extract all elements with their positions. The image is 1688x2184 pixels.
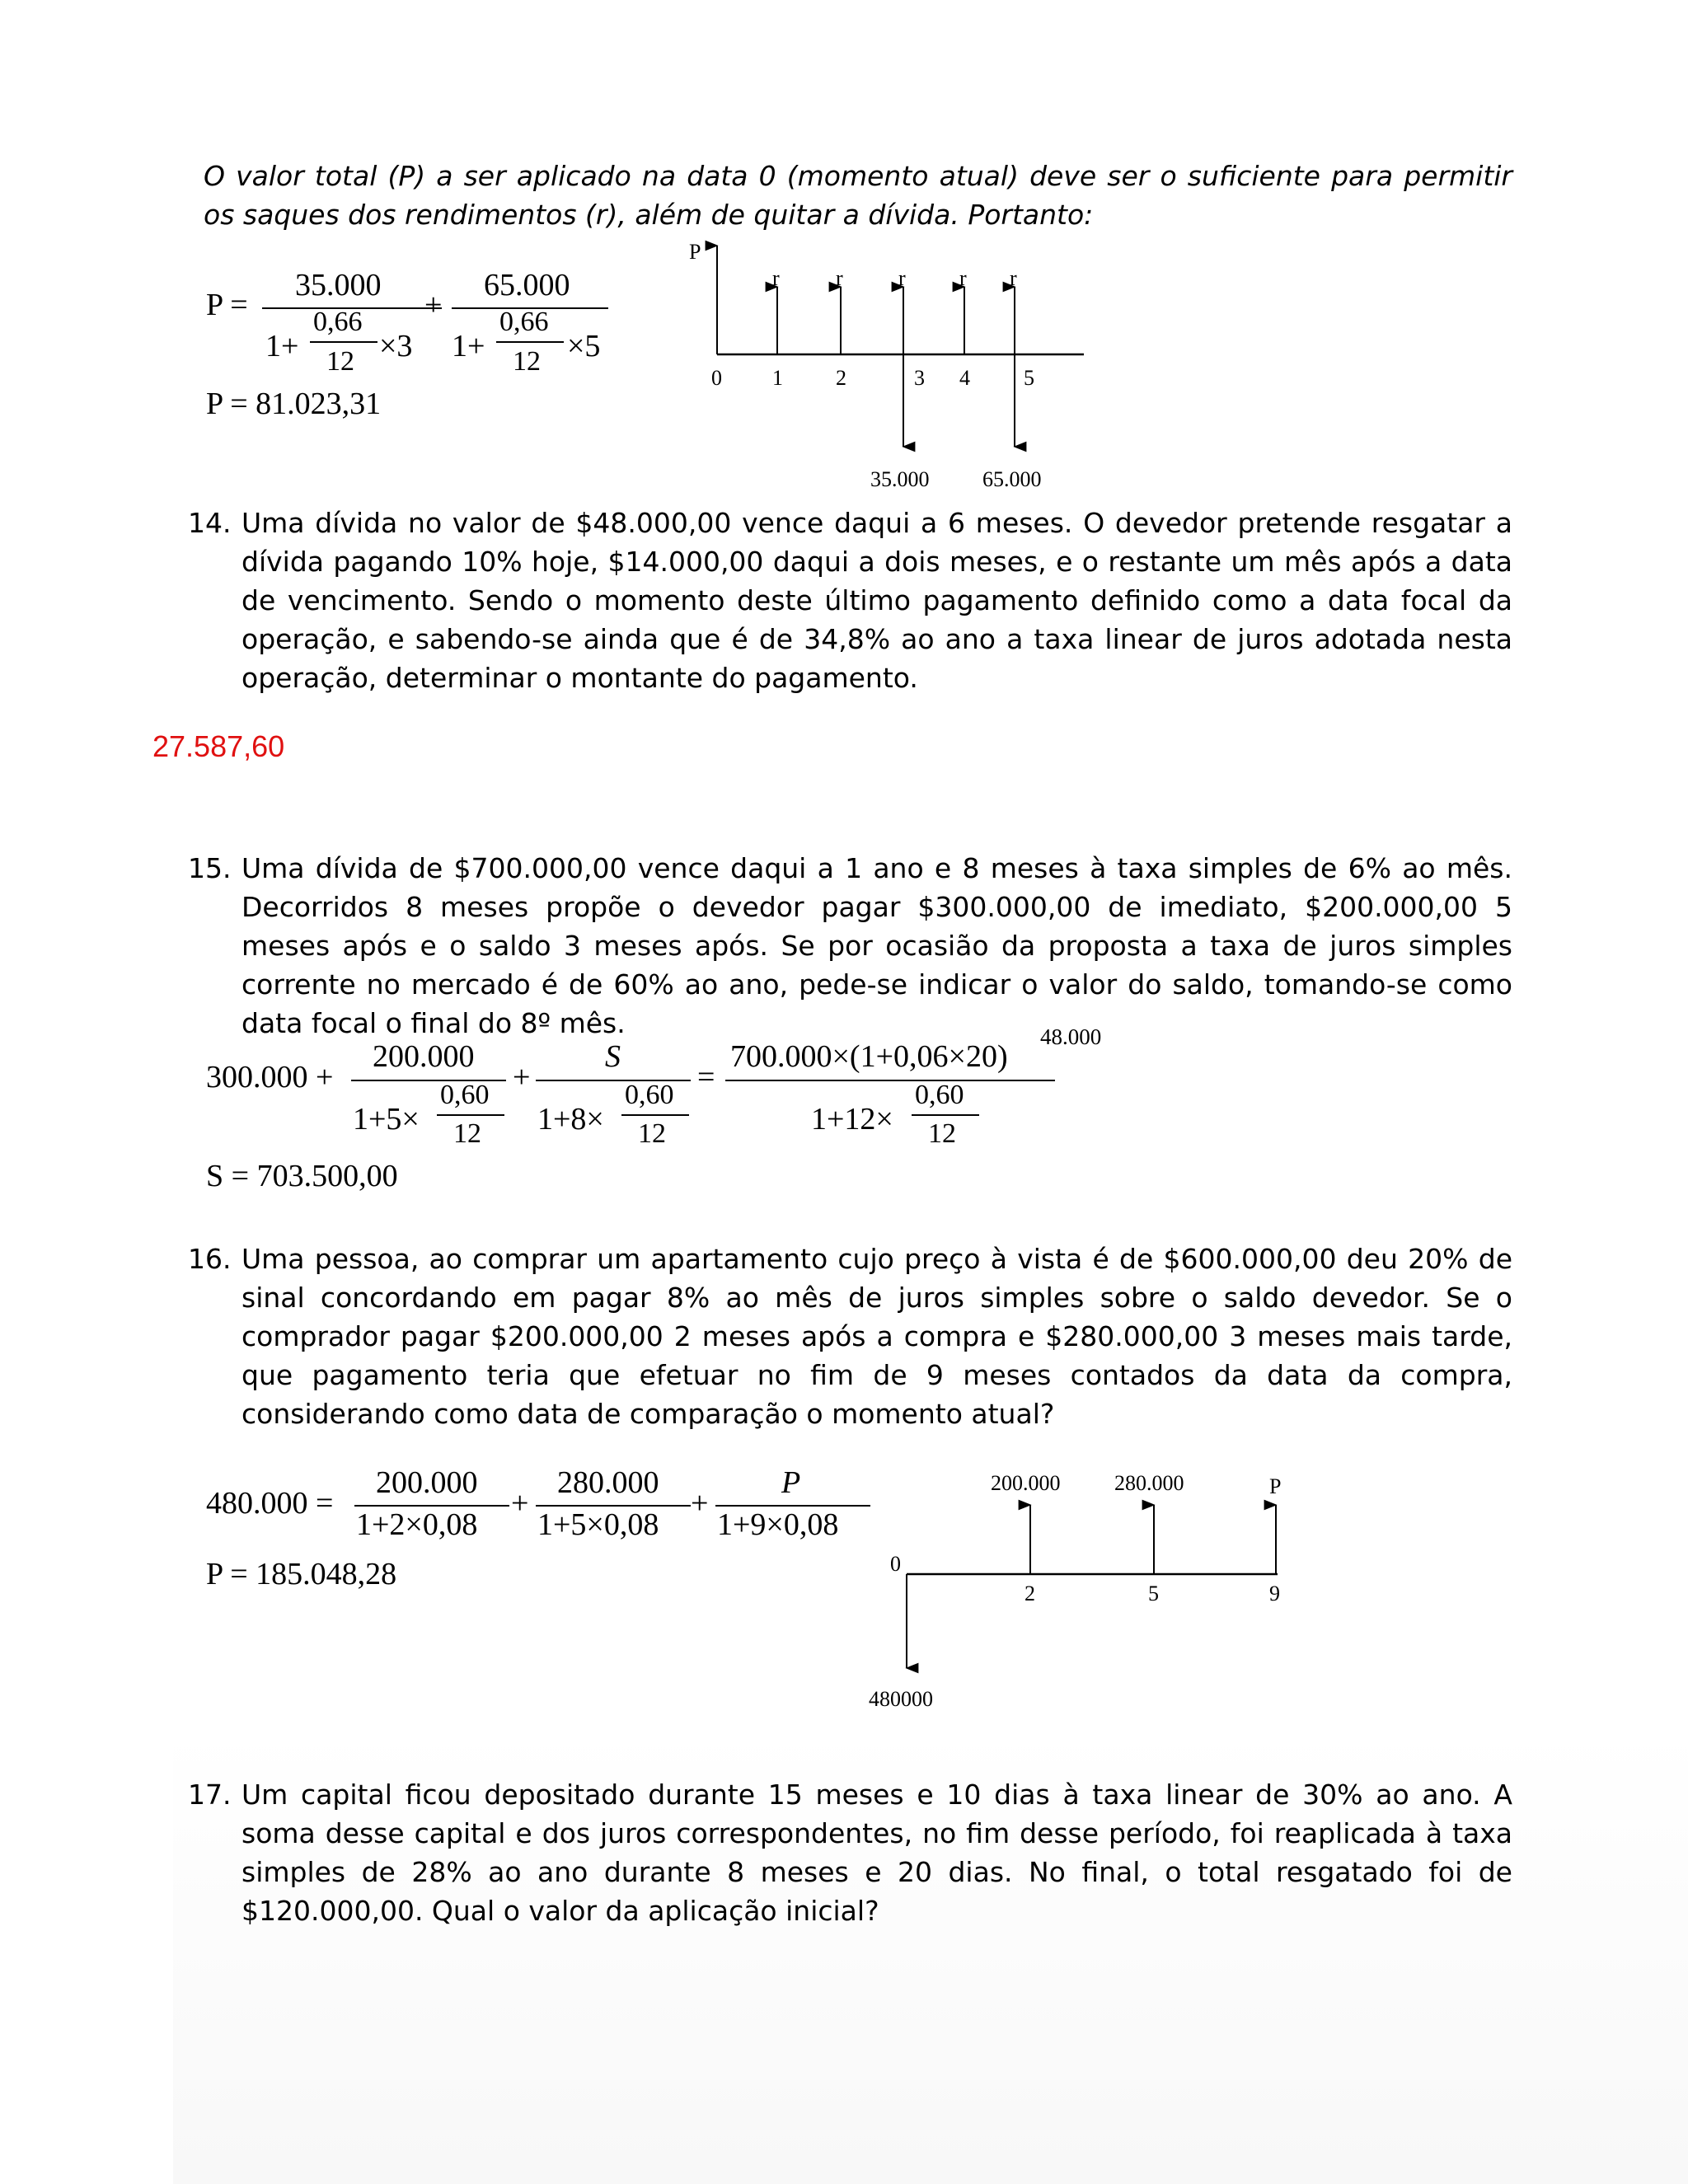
q15-eq-den1a: 1+5×: [353, 1102, 420, 1137]
q16-eq-den2: 1+5×0,08: [537, 1507, 659, 1542]
q16-eq-num1: 200.000: [376, 1465, 478, 1500]
q15-eq-lhs: 300.000 +: [206, 1060, 334, 1094]
intro-r-label-4: r: [959, 266, 967, 290]
intro-r-label-5: r: [1010, 266, 1017, 290]
intro-eq-den1a: 1+: [265, 329, 299, 363]
intro-eq-den2n: 0,66: [499, 307, 549, 337]
q16-eq-plus-2: +: [691, 1486, 709, 1521]
q15-eq-den3a: 1+12×: [811, 1102, 893, 1137]
q15-eq-equals: =: [697, 1060, 715, 1094]
intro-eq-den2b: ×5: [567, 329, 601, 363]
intro-p-label: P: [689, 240, 701, 264]
q16-eq-num2: 280.000: [557, 1465, 659, 1500]
intro-cashflow-diagram: [676, 231, 1104, 503]
intro-tick-2: 2: [836, 366, 846, 390]
q15-eq-num1: 200.000: [373, 1039, 475, 1074]
q16-eq-lhs: 480.000 =: [206, 1486, 334, 1521]
intro-eq-den2d: 12: [513, 346, 541, 377]
intro-eq-plus: +: [424, 288, 443, 322]
intro-tick-5: 5: [1024, 366, 1034, 390]
intro-paragraph: O valor total (P) a ser aplicado na data 0 (momento atual) deve ser o suficiente para permitir os saques dos rendimentos (r), além de quitar a dívida. Portanto:: [204, 160, 1512, 231]
q15-eq-subbar3: [912, 1114, 979, 1116]
q16-eq-plus-1: +: [511, 1486, 529, 1521]
q14-number: 14.: [188, 507, 232, 539]
q15-eq-den1d: 12: [453, 1118, 481, 1149]
q17-text: Um capital ficou depositado durante 15 meses e 10 dias à taxa linear de 30% ao ano. A soma desse capital e dos juros correspondentes, no fim desse período, foi reaplicada à taxa simples de 28% ao ano durante 8 meses e 20 dias. No final, o total resgatado foi de $120.000,00. Qual o valor da aplicação inicial?: [241, 1779, 1512, 1927]
q15-eq-note: 48.000: [1040, 1024, 1102, 1049]
intro-eq-num2: 65.000: [484, 268, 570, 302]
q16-eq-result: P = 185.048,28: [206, 1557, 397, 1591]
q14-answer: 27.587,60: [152, 729, 285, 763]
intro-eq-result: P = 81.023,31: [206, 387, 382, 421]
q16-in-label-2: 280.000: [1114, 1471, 1184, 1495]
intro-tick-4: 4: [959, 366, 970, 390]
q15-number: 15.: [188, 852, 232, 884]
intro-out-label-2: 65.000: [982, 467, 1042, 491]
q16-number: 16.: [188, 1243, 232, 1275]
intro-r-label-1: r: [772, 266, 780, 290]
q16-eq-den3: 1+9×0,08: [717, 1507, 839, 1542]
intro-eq-num1: 35.000: [295, 268, 382, 302]
q15-eq-den3d: 12: [928, 1118, 956, 1149]
q15-eq-den1n: 0,60: [440, 1080, 490, 1110]
q15-eq-den2d: 12: [638, 1118, 666, 1149]
intro-out-label-1: 35.000: [870, 467, 930, 491]
intro-tick-3: 3: [914, 366, 925, 390]
q15-eq-num3: 700.000×(1+0,06×20): [730, 1039, 1008, 1074]
intro-eq-den1b: ×3: [379, 329, 413, 363]
intro-r-label-3: r: [898, 266, 906, 290]
q16-tick-0: 0: [890, 1552, 901, 1576]
q16-eq-num3: P: [781, 1465, 801, 1500]
intro-eq-subbar1: [310, 341, 377, 343]
intro-eq-den1d: 12: [326, 346, 354, 377]
q16-out-label: 480000: [869, 1687, 933, 1711]
q15-eq-bar3: [725, 1080, 1055, 1081]
q15-eq-num2: S: [605, 1039, 621, 1074]
q15-eq-den3n: 0,60: [915, 1080, 964, 1110]
q16-cashflow-diagram: [857, 1459, 1319, 1722]
q15-eq-den2a: 1+8×: [537, 1102, 604, 1137]
q16-p-label: P: [1269, 1474, 1282, 1498]
intro-eq-lhs: P =: [206, 288, 248, 322]
intro-eq-den2a: 1+: [452, 329, 485, 363]
q16-tick-2: 2: [1025, 1582, 1035, 1605]
intro-eq-den1n: 0,66: [313, 307, 363, 337]
intro-r-label-2: r: [836, 266, 843, 290]
intro-tick-0: 0: [711, 366, 722, 390]
q15-text: Uma dívida de $700.000,00 vence daqui a 1 ano e 8 meses à taxa simples de 6% ao mês. Decorridos 8 meses propõe o devedor pagar $300.000,00 de imediato, $200.000,00 5 meses após e o saldo 3 meses após. Se por ocasião da proposta a taxa de juros simples corrente no mercado é de 60% ao ano, pede-se indicar o valor do saldo, tomando-se como data focal o final do 8º mês.: [241, 852, 1512, 1039]
intro-tick-1: 1: [772, 366, 783, 390]
q15-eq-subbar1: [437, 1114, 504, 1116]
intro-eq-subbar2: [496, 341, 564, 343]
q17-number: 17.: [188, 1779, 232, 1811]
q16-text: Uma pessoa, ao comprar um apartamento cujo preço à vista é de $600.000,00 deu 20% de sinal concordando em pagar 8% ao mês de juros simples sobre o saldo devedor. Se o comprador pagar $200.000,00 2 meses após a compra e $280.000,00 3 meses mais tarde, que pagamento teria que efetuar no fim de 9 meses contados da data da compra, considerando como data de comparação o momento atual?: [241, 1243, 1512, 1430]
q15-eq-subbar2: [621, 1114, 689, 1116]
q16-in-label-1: 200.000: [991, 1471, 1061, 1495]
q16-eq-den1: 1+2×0,08: [356, 1507, 478, 1542]
q14-text: Uma dívida no valor de $48.000,00 vence daqui a 6 meses. O devedor pretende resgatar a dívida pagando 10% hoje, $14.000,00 daqui a dois meses, e o restante um mês após a data de vencimento. Sendo o momento deste último pagamento definido como a data focal da operação, e sabendo-se ainda que é de 34,8% ao ano a taxa linear de juros adotada nesta operação, determinar o montante do pagamento.: [241, 507, 1512, 694]
q15-eq-plus: +: [513, 1060, 531, 1094]
q16-tick-9: 9: [1269, 1582, 1280, 1605]
q15-eq-result: S = 703.500,00: [206, 1159, 398, 1193]
q16-tick-5: 5: [1148, 1582, 1159, 1605]
q15-eq-den2n: 0,60: [625, 1080, 674, 1110]
